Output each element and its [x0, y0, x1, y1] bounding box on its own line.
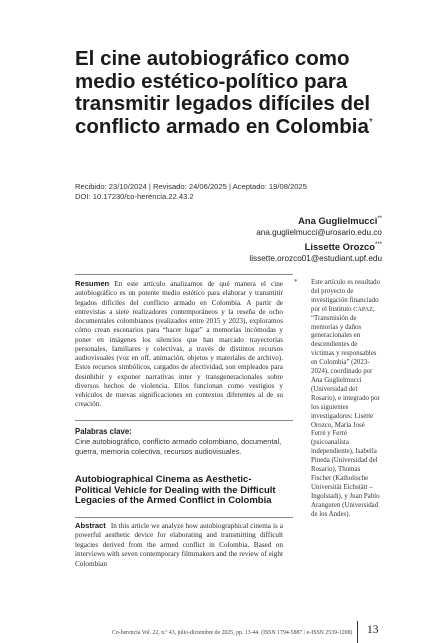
- resumen-paragraph: [75, 279, 283, 410]
- author-email[interactable]: ana.guglielmucci@urosario.edu.co: [256, 228, 382, 238]
- author-block: [249, 213, 382, 265]
- footnote-text: , “Transmisión de memorias y daños generacionales en descendientes de víctimas y responsables en Colombia” (2023-2024), coordinado por Ana Guglielmucci (Universidad del Rosario), e integrado por los siguientes investigadores: Lisette Orozco, María José Ferré y Ferré (psicoanalista independiente), Isabella Pineda (Universidad del Rosario), Thomas Fischer (Katholische Universität Eichstätt – Ingolstadt), y Juan Pablo Aranguren (Universidad de los Andes).: [311, 305, 380, 518]
- article-title-text: El cine autobiográfico como medio estético-político para transmitir legados difíciles del conflicto armado en Colombia: [75, 47, 371, 138]
- english-title: Autobiographical Cinema as Aesthetic-Political Vehicle for Dealing with the Difficult Legacies of the Armed Conflict in Colombia: [75, 474, 276, 507]
- keywords-text: Cine autobiográfico, conflicto armado colombiano, documental, guerra, memoria colectiva, recursos audiovisuales.: [75, 437, 282, 456]
- resumen-label: Resumen: [75, 279, 110, 288]
- abstract-paragraph: [75, 521, 283, 569]
- author-name-text: Ana Guglielmucci: [298, 215, 378, 227]
- section-divider: [75, 420, 293, 421]
- resumen-text: En este artículo analizamos de qué manera el cine autobiográfico es un potente medio estético para elaborar y transmitir legados difíciles del conflicto armado en Colombia. A partir de entrevistas a siete realizadores contemporáneos y la reseña de ocho documentales colombianos (realizados entre 2015 y 2023), exploramos cómo crean escenarios para “hacer lugar” a memorias incómodas y poner en imágenes los silencios que han marcado trayectorias personales, familiares y colectivas, a través de distintos recursos audiovisuales (voz en off, animación, objetos y materiales de archivo). Estos recursos simbólicos, cargados de afectividad, son empleados para desinhibir y exponer narrativas inter y transgeneracionales sobre diversos hechos de violencia. Ellos funcionan como vestigios y vehículos de nuevas significaciones en contextos diferentes al de su creación.: [75, 280, 283, 409]
- section-divider: [75, 274, 293, 275]
- author-mark: **: [377, 216, 382, 222]
- title-footnote-mark: *: [368, 116, 373, 128]
- footnote: [311, 279, 381, 519]
- page-number: 13: [367, 624, 379, 636]
- abstract-text: In this article we analyze how autobiographical cinema is a powerful aesthetic device for elaborating and transmitting difficult legacies derived from the armed conflict in Colombia. Based on interviews with seven contemporary filmmakers and the review of eight Colombian: [75, 522, 283, 568]
- footnote-institute: CAPAZ: [353, 305, 374, 313]
- author-name: [249, 239, 382, 253]
- journal-footer: Co-herencia Vol. 22, n.º 43, julio-diciembre de 2025, pp. 13-44. (ISSN 1794-5887 / e-ISSN 2539-1208): [112, 630, 353, 636]
- author-email[interactable]: lissette.orozco01@estudiant.upf.edu: [249, 254, 382, 264]
- author-name-text: Lissette Orozco: [304, 241, 375, 253]
- keywords-label: Palabras clave:: [75, 427, 132, 436]
- submission-dates: Recibido: 23/10/2024 | Revisado: 24/06/2025 | Aceptado: 19/08/2025: [75, 182, 307, 191]
- footnote-mark: *: [294, 278, 298, 286]
- footnote-text: Este artículo es resultado del proyecto de investigación financiado por el Instituto: [311, 279, 381, 313]
- abstract-label: Abstract: [75, 521, 106, 530]
- author-name: [249, 213, 382, 227]
- section-divider: [75, 517, 293, 518]
- article-title: [75, 48, 393, 138]
- doi-line[interactable]: DOI: 10.17230/co-herencia.22.43.2: [75, 192, 194, 201]
- footer-separator: [357, 621, 358, 643]
- author-mark: ***: [374, 242, 382, 249]
